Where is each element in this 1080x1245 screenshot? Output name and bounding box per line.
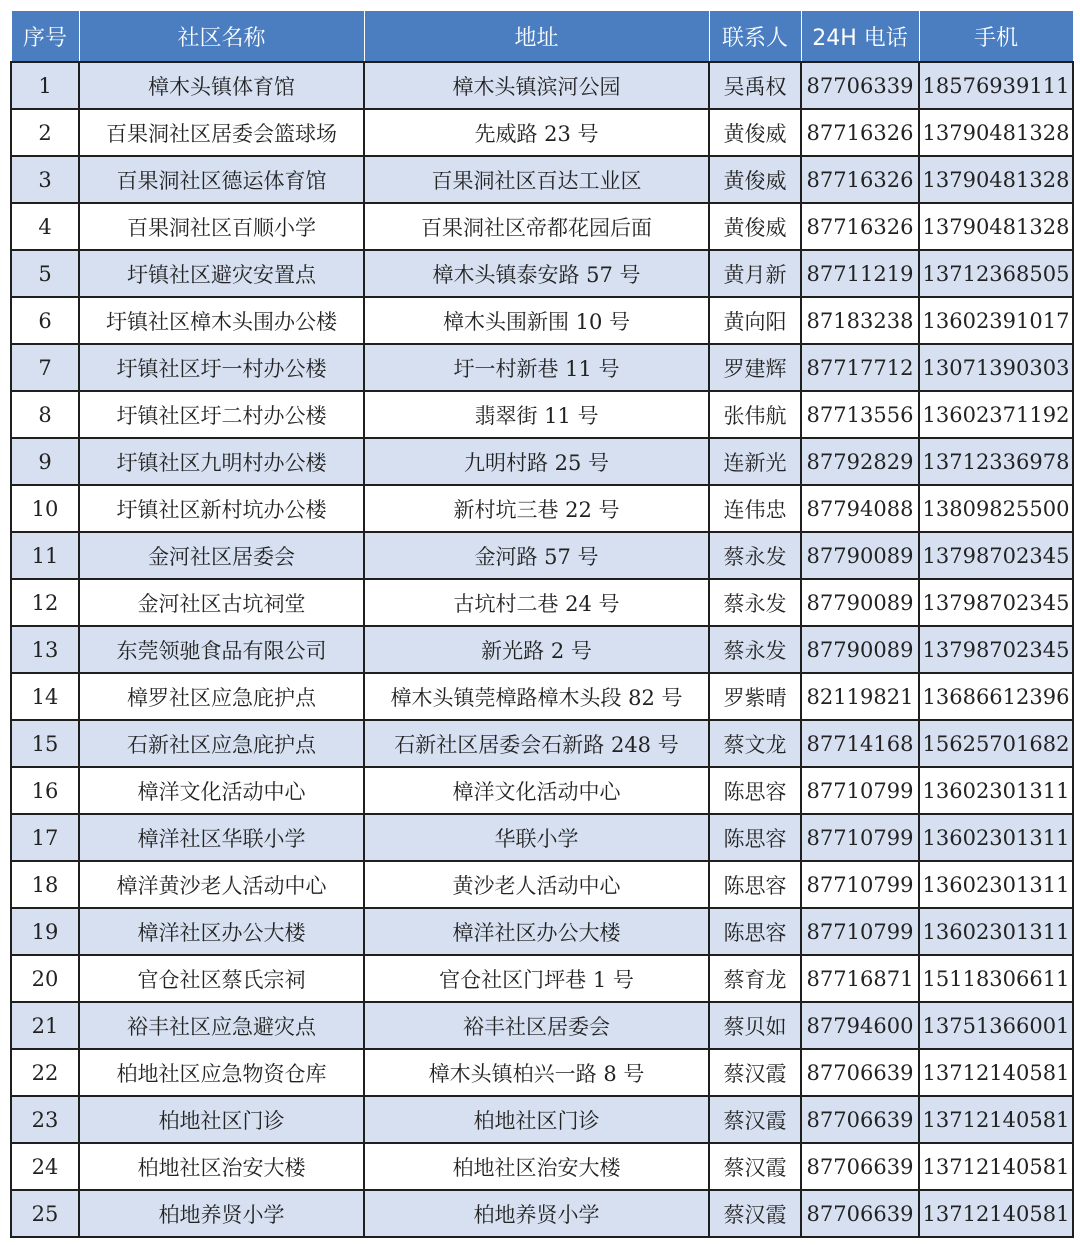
cell-index: 12 (11, 579, 79, 626)
cell-community-name: 圩镇社区避灾安置点 (79, 250, 364, 297)
table-row (11, 1190, 1073, 1237)
cell-address: 华联小学 (364, 814, 709, 861)
cell-mobile: 13712140581 (919, 1096, 1073, 1143)
table-row (11, 156, 1073, 203)
cell-address: 樟木头围新围 10 号 (364, 297, 709, 344)
cell-index: 24 (11, 1143, 79, 1190)
cell-contact-person: 罗建辉 (709, 344, 801, 391)
cell-address: 柏地社区治安大楼 (364, 1143, 709, 1190)
cell-mobile: 13712336978 (919, 438, 1073, 485)
cell-24h-phone: 87710799 (801, 861, 919, 908)
cell-community-name: 圩镇社区樟木头围办公楼 (79, 297, 364, 344)
cell-community-name: 樟洋社区办公大楼 (79, 908, 364, 955)
cell-index: 14 (11, 673, 79, 720)
cell-address: 圩一村新巷 11 号 (364, 344, 709, 391)
table-header (11, 11, 1073, 63)
cell-24h-phone: 87706339 (801, 62, 919, 109)
header-address: 地址 (364, 11, 709, 63)
cell-24h-phone: 87790089 (801, 532, 919, 579)
cell-index: 7 (11, 344, 79, 391)
header-community-name: 社区名称 (79, 11, 364, 63)
cell-community-name: 石新社区应急庇护点 (79, 720, 364, 767)
cell-index: 18 (11, 861, 79, 908)
cell-community-name: 樟洋黄沙老人活动中心 (79, 861, 364, 908)
cell-contact-person: 连伟忠 (709, 485, 801, 532)
cell-community-name: 圩镇社区圩二村办公楼 (79, 391, 364, 438)
cell-index: 2 (11, 109, 79, 156)
cell-mobile: 13602371192 (919, 391, 1073, 438)
cell-community-name: 柏地社区应急物资仓库 (79, 1049, 364, 1096)
cell-index: 6 (11, 297, 79, 344)
header-contact-person: 联系人 (709, 11, 801, 63)
cell-mobile: 13790481328 (919, 109, 1073, 156)
table-row (11, 720, 1073, 767)
cell-mobile: 13790481328 (919, 203, 1073, 250)
cell-contact-person: 张伟航 (709, 391, 801, 438)
table-row (11, 250, 1073, 297)
cell-index: 16 (11, 767, 79, 814)
cell-24h-phone: 87183238 (801, 297, 919, 344)
cell-24h-phone: 87706639 (801, 1143, 919, 1190)
cell-index: 10 (11, 485, 79, 532)
cell-contact-person: 陈思容 (709, 861, 801, 908)
cell-mobile: 13686612396 (919, 673, 1073, 720)
cell-24h-phone: 87794088 (801, 485, 919, 532)
cell-index: 17 (11, 814, 79, 861)
cell-address: 先威路 23 号 (364, 109, 709, 156)
cell-mobile: 18576939111 (919, 62, 1073, 109)
table-row (11, 1002, 1073, 1049)
cell-24h-phone: 87716326 (801, 203, 919, 250)
cell-community-name: 东莞领驰食品有限公司 (79, 626, 364, 673)
cell-contact-person: 蔡永发 (709, 532, 801, 579)
cell-24h-phone: 87713556 (801, 391, 919, 438)
cell-address: 樟木头镇莞樟路樟木头段 82 号 (364, 673, 709, 720)
cell-community-name: 金河社区居委会 (79, 532, 364, 579)
cell-contact-person: 蔡永发 (709, 626, 801, 673)
cell-mobile: 13602301311 (919, 767, 1073, 814)
cell-index: 15 (11, 720, 79, 767)
cell-address: 百果洞社区帝都花园后面 (364, 203, 709, 250)
table-row (11, 62, 1073, 109)
cell-community-name: 裕丰社区应急避灾点 (79, 1002, 364, 1049)
cell-address: 樟木头镇柏兴一路 8 号 (364, 1049, 709, 1096)
cell-contact-person: 黄俊威 (709, 109, 801, 156)
cell-mobile: 13809825500 (919, 485, 1073, 532)
cell-mobile: 13712140581 (919, 1143, 1073, 1190)
cell-address: 柏地社区门诊 (364, 1096, 709, 1143)
cell-index: 8 (11, 391, 79, 438)
cell-mobile: 13790481328 (919, 156, 1073, 203)
cell-24h-phone: 87706639 (801, 1190, 919, 1237)
cell-index: 5 (11, 250, 79, 297)
header-24h-phone: 24H 电话 (801, 11, 919, 63)
table-row (11, 1096, 1073, 1143)
cell-contact-person: 罗紫晴 (709, 673, 801, 720)
table-row (11, 203, 1073, 250)
header-index: 序号 (11, 11, 79, 63)
cell-mobile: 13712140581 (919, 1190, 1073, 1237)
table-row (11, 814, 1073, 861)
cell-community-name: 柏地社区治安大楼 (79, 1143, 364, 1190)
cell-24h-phone: 87716326 (801, 156, 919, 203)
cell-index: 4 (11, 203, 79, 250)
table-row (11, 767, 1073, 814)
cell-24h-phone: 87706639 (801, 1096, 919, 1143)
cell-index: 21 (11, 1002, 79, 1049)
table-row (11, 1143, 1073, 1190)
cell-24h-phone: 87794600 (801, 1002, 919, 1049)
cell-contact-person: 黄俊威 (709, 156, 801, 203)
header-mobile: 手机 (919, 11, 1073, 63)
cell-community-name: 百果洞社区居委会篮球场 (79, 109, 364, 156)
cell-mobile: 15625701682 (919, 720, 1073, 767)
cell-index: 19 (11, 908, 79, 955)
cell-index: 11 (11, 532, 79, 579)
cell-mobile: 13798702345 (919, 532, 1073, 579)
cell-address: 新村坑三巷 22 号 (364, 485, 709, 532)
cell-mobile: 13602391017 (919, 297, 1073, 344)
cell-contact-person: 黄月新 (709, 250, 801, 297)
shelter-table (10, 10, 1074, 1238)
cell-index: 22 (11, 1049, 79, 1096)
table-row (11, 532, 1073, 579)
cell-24h-phone: 87711219 (801, 250, 919, 297)
cell-index: 23 (11, 1096, 79, 1143)
cell-address: 百果洞社区百达工业区 (364, 156, 709, 203)
cell-contact-person: 蔡文龙 (709, 720, 801, 767)
cell-community-name: 樟洋文化活动中心 (79, 767, 364, 814)
cell-address: 新光路 2 号 (364, 626, 709, 673)
cell-mobile: 13071390303 (919, 344, 1073, 391)
cell-community-name: 官仓社区蔡氏宗祠 (79, 955, 364, 1002)
cell-contact-person: 蔡汉霞 (709, 1096, 801, 1143)
cell-contact-person: 陈思容 (709, 908, 801, 955)
cell-address: 翡翠街 11 号 (364, 391, 709, 438)
cell-contact-person: 吴禹权 (709, 62, 801, 109)
cell-contact-person: 陈思容 (709, 814, 801, 861)
cell-address: 古坑村二巷 24 号 (364, 579, 709, 626)
cell-community-name: 金河社区古坑祠堂 (79, 579, 364, 626)
shelter-table-container (10, 10, 1072, 1238)
table-row (11, 344, 1073, 391)
header-row (11, 11, 1073, 63)
table-row (11, 908, 1073, 955)
table-row (11, 109, 1073, 156)
table-row (11, 1049, 1073, 1096)
cell-address: 樟洋社区办公大楼 (364, 908, 709, 955)
cell-mobile: 13798702345 (919, 626, 1073, 673)
cell-mobile: 13751366001 (919, 1002, 1073, 1049)
cell-mobile: 13602301311 (919, 814, 1073, 861)
cell-24h-phone: 87790089 (801, 626, 919, 673)
cell-contact-person: 陈思容 (709, 767, 801, 814)
table-row (11, 673, 1073, 720)
cell-address: 九明村路 25 号 (364, 438, 709, 485)
cell-contact-person: 黄向阳 (709, 297, 801, 344)
cell-address: 金河路 57 号 (364, 532, 709, 579)
cell-contact-person: 连新光 (709, 438, 801, 485)
cell-mobile: 13602301311 (919, 861, 1073, 908)
cell-24h-phone: 87716326 (801, 109, 919, 156)
cell-community-name: 柏地社区门诊 (79, 1096, 364, 1143)
cell-index: 1 (11, 62, 79, 109)
cell-community-name: 圩镇社区新村坑办公楼 (79, 485, 364, 532)
cell-mobile: 13602301311 (919, 908, 1073, 955)
cell-contact-person: 蔡永发 (709, 579, 801, 626)
cell-index: 13 (11, 626, 79, 673)
cell-address: 樟木头镇滨河公园 (364, 62, 709, 109)
cell-contact-person: 蔡汉霞 (709, 1049, 801, 1096)
cell-community-name: 百果洞社区百顺小学 (79, 203, 364, 250)
cell-address: 官仓社区门坪巷 1 号 (364, 955, 709, 1002)
cell-community-name: 樟罗社区应急庇护点 (79, 673, 364, 720)
cell-address: 樟洋文化活动中心 (364, 767, 709, 814)
table-row (11, 438, 1073, 485)
cell-24h-phone: 87710799 (801, 908, 919, 955)
cell-contact-person: 黄俊威 (709, 203, 801, 250)
cell-community-name: 圩镇社区九明村办公楼 (79, 438, 364, 485)
cell-community-name: 柏地养贤小学 (79, 1190, 364, 1237)
table-body (11, 62, 1073, 1237)
cell-community-name: 樟洋社区华联小学 (79, 814, 364, 861)
cell-24h-phone: 87792829 (801, 438, 919, 485)
cell-mobile: 13712368505 (919, 250, 1073, 297)
cell-contact-person: 蔡育龙 (709, 955, 801, 1002)
cell-24h-phone: 87716871 (801, 955, 919, 1002)
table-row (11, 297, 1073, 344)
cell-24h-phone: 87706639 (801, 1049, 919, 1096)
cell-index: 25 (11, 1190, 79, 1237)
cell-address: 裕丰社区居委会 (364, 1002, 709, 1049)
table-row (11, 626, 1073, 673)
table-row (11, 955, 1073, 1002)
cell-index: 20 (11, 955, 79, 1002)
cell-community-name: 圩镇社区圩一村办公楼 (79, 344, 364, 391)
table-row (11, 391, 1073, 438)
cell-address: 黄沙老人活动中心 (364, 861, 709, 908)
cell-mobile: 13798702345 (919, 579, 1073, 626)
cell-community-name: 樟木头镇体育馆 (79, 62, 364, 109)
cell-index: 9 (11, 438, 79, 485)
cell-mobile: 13712140581 (919, 1049, 1073, 1096)
cell-24h-phone: 87710799 (801, 814, 919, 861)
cell-address: 柏地养贤小学 (364, 1190, 709, 1237)
cell-address: 樟木头镇泰安路 57 号 (364, 250, 709, 297)
cell-address: 石新社区居委会石新路 248 号 (364, 720, 709, 767)
cell-24h-phone: 87710799 (801, 767, 919, 814)
cell-community-name: 百果洞社区德运体育馆 (79, 156, 364, 203)
cell-contact-person: 蔡汉霞 (709, 1190, 801, 1237)
table-row (11, 485, 1073, 532)
cell-24h-phone: 87790089 (801, 579, 919, 626)
cell-contact-person: 蔡汉霞 (709, 1143, 801, 1190)
cell-24h-phone: 82119821 (801, 673, 919, 720)
table-row (11, 579, 1073, 626)
cell-contact-person: 蔡贝如 (709, 1002, 801, 1049)
cell-index: 3 (11, 156, 79, 203)
cell-mobile: 15118306611 (919, 955, 1073, 1002)
table-row (11, 861, 1073, 908)
cell-24h-phone: 87714168 (801, 720, 919, 767)
cell-24h-phone: 87717712 (801, 344, 919, 391)
